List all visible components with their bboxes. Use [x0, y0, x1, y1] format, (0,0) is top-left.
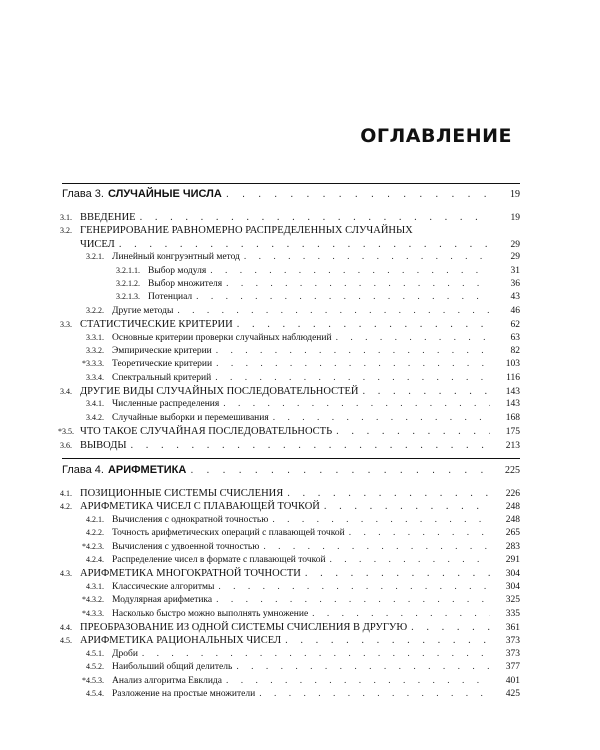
toc-entry-3-2-continued[interactable] [62, 239, 520, 252]
entry-page: 143 [505, 399, 520, 410]
entry-title: Основные критерии проверки случайных наблюдений [112, 332, 332, 343]
entry-number: 4.3.1. [86, 581, 104, 591]
entry-number: *4.3.3. [82, 608, 104, 618]
entry-title: Другие методы [112, 305, 174, 316]
entry-title: Линейный конгруэнтный метод [112, 252, 240, 263]
entry-number: 3.3.4. [86, 372, 104, 382]
toc-entry-3-1[interactable] [62, 212, 520, 225]
leader-dots [215, 373, 490, 383]
toc-entry-4-5[interactable] [62, 635, 520, 648]
toc-entry-3-5[interactable] [58, 426, 520, 439]
leader-dots [324, 501, 490, 512]
toc-entry-3-2[interactable] [62, 225, 520, 238]
leader-dots [142, 649, 490, 659]
leader-dots [119, 239, 490, 250]
entry-number: 3.3. [60, 320, 72, 330]
toc-entry-4-5-2[interactable] [62, 662, 520, 675]
entry-title: ПОЗИЦИОННЫЕ СИСТЕМЫ СЧИСЛЕНИЯ [80, 488, 284, 500]
entry-title: ПРЕОБРАЗОВАНИЕ ИЗ ОДНОЙ СИСТЕМЫ СЧИСЛЕНИЯ В ДРУГУЮ [80, 621, 408, 633]
entry-page: 29 [510, 239, 520, 250]
leader-dots [273, 413, 490, 423]
entry-number: 3.2.1.3. [116, 292, 140, 302]
chapter-4-top-rule [62, 458, 520, 459]
entry-number: 4.5. [60, 636, 72, 646]
entry-page: 31 [510, 265, 520, 276]
entry-page: 226 [505, 489, 520, 500]
chapter-title: АРИФМЕТИКА [107, 464, 187, 477]
toc-entry-3-2-1-1[interactable] [62, 266, 520, 279]
entry-title: АРИФМЕТИКА МНОГОКРАТНОЙ ТОЧНОСТИ [80, 568, 301, 580]
chapter-page: 225 [505, 465, 520, 477]
toc-entry-4-3-3[interactable] [62, 609, 520, 622]
entry-title: СТАТИСТИЧЕСКИЕ КРИТЕРИИ [80, 319, 233, 331]
table-of-contents [58, 188, 520, 702]
leader-dots [285, 635, 490, 646]
entry-number: 4.2.4. [86, 554, 104, 564]
toc-entry-3-6[interactable] [62, 440, 520, 453]
page-title: ОГЛАВЛЕНИЕ [360, 125, 512, 147]
entry-page: 304 [505, 569, 520, 580]
chapter-heading-3[interactable] [62, 188, 520, 206]
entry-title: Наибольший общий делитель [112, 662, 233, 673]
toc-entry-3-2-1[interactable] [62, 252, 520, 265]
entry-number: 4.4. [60, 622, 72, 632]
toc-entry-4-4[interactable] [62, 622, 520, 635]
entry-title: ГЕНЕРИРОВАНИЕ РАВНОМЕРНО РАСПРЕДЕЛЕННЫХ СЛУЧАЙНЫХ [80, 225, 413, 237]
leader-dots [226, 188, 490, 200]
entry-title: Численные распределения [112, 399, 220, 410]
entry-title: ВВЕДЕНИЕ [80, 212, 136, 223]
entry-page: 116 [506, 372, 520, 383]
entry-title: Распределение чисел в формате с плавающей точкой [112, 554, 326, 565]
entry-number: 3.3.1. [86, 332, 104, 342]
entry-title: Дроби [112, 648, 138, 659]
chapter-label: Глава 3. [62, 188, 104, 200]
entry-page: 43 [510, 292, 520, 303]
entry-page: 248 [505, 502, 520, 513]
chapter-title: СЛУЧАЙНЫЕ ЧИСЛА [107, 188, 222, 200]
entry-page: 63 [510, 332, 520, 343]
entry-title: Эмпирические критерии [112, 345, 212, 356]
entry-title: Выбор модуля [148, 265, 207, 276]
toc-entry-4-1[interactable] [62, 488, 520, 501]
entry-title: Теоретические критерии [112, 359, 213, 370]
entry-page: 373 [505, 636, 520, 647]
chapter-label: Глава 4. [62, 464, 104, 477]
entry-title: Точность арифметических операций с плавающей точкой [112, 528, 345, 539]
leader-dots [336, 426, 490, 437]
toc-entry-4-3-2[interactable] [62, 595, 520, 608]
leader-dots [216, 359, 490, 369]
entry-page: 143 [505, 387, 520, 398]
entry-page: 168 [505, 412, 520, 423]
leader-dots [131, 440, 490, 451]
entry-title: ДРУГИЕ ВИДЫ СЛУЧАЙНЫХ ПОСЛЕДОВАТЕЛЬНОСТЕЙ [80, 386, 359, 398]
entry-title: Насколько быстро можно выполнять умножение [112, 608, 309, 619]
entry-page: 425 [505, 688, 520, 699]
entry-number: 4.1. [60, 489, 72, 499]
toc-entry-4-2-3[interactable] [62, 542, 520, 555]
entry-title: Потенциал [148, 292, 193, 303]
entry-page: 265 [505, 528, 520, 539]
entry-page: 103 [505, 359, 520, 370]
entry-number: 3.2. [60, 226, 72, 236]
leader-dots [177, 306, 490, 316]
entry-page: 377 [505, 662, 520, 673]
entry-page: 283 [505, 541, 520, 552]
toc-entry-3-3-3[interactable] [62, 359, 520, 372]
entry-title: Вычисления с удвоенной точностью [112, 541, 260, 552]
entry-number: 4.5.2. [86, 662, 104, 672]
chapter-3-top-rule [62, 183, 520, 184]
entry-page: 29 [510, 252, 520, 263]
leader-dots [336, 333, 490, 343]
toc-entry-3-4-1[interactable] [62, 399, 520, 412]
entry-number: *3.5. [58, 427, 74, 437]
toc-entry-4-2-1[interactable] [62, 515, 520, 528]
leader-dots [236, 662, 490, 672]
entry-number: *4.2.3. [82, 541, 104, 551]
entry-title: Модулярная арифметика [112, 595, 213, 606]
entry-title: Анализ алгоритма Евклида [112, 675, 222, 686]
leader-dots [140, 212, 490, 223]
leader-dots [263, 542, 490, 552]
leader-dots [330, 555, 490, 565]
entry-number: 3.2.2. [86, 305, 104, 315]
entry-page: 335 [505, 608, 520, 619]
entry-page: 62 [510, 320, 520, 331]
entry-page: 361 [505, 622, 520, 633]
entry-number: 3.6. [60, 440, 72, 450]
chapter-heading-4[interactable] [62, 464, 520, 482]
entry-title: ВЫВОДЫ [80, 439, 127, 451]
entry-number: 4.2.1. [86, 514, 104, 524]
entry-page: 373 [505, 648, 520, 659]
leader-dots [363, 386, 491, 397]
toc-entry-3-2-1-3[interactable] [62, 292, 520, 305]
entry-page: 325 [505, 595, 520, 606]
entry-number: 4.3. [60, 569, 72, 579]
leader-dots [190, 464, 490, 476]
chapter-page: 19 [510, 189, 520, 200]
leader-dots [226, 279, 490, 289]
leader-dots [305, 568, 490, 579]
entry-title: Выбор множителя [148, 278, 223, 289]
entry-number: *4.3.2. [82, 595, 104, 605]
entry-title: Разложение на простые множители [112, 688, 256, 699]
entry-number: 3.2.1.1. [116, 265, 140, 275]
leader-dots [272, 515, 490, 525]
entry-number: 3.3.2. [86, 345, 104, 355]
entry-page: 401 [505, 675, 520, 686]
entry-page: 19 [510, 213, 520, 223]
toc-entry-4-5-1[interactable] [62, 649, 520, 662]
entry-number: *4.5.3. [82, 675, 104, 685]
entry-number: 3.1. [60, 213, 72, 222]
entry-number: 4.2.2. [86, 528, 104, 538]
leader-dots [218, 582, 490, 592]
leader-dots [287, 488, 490, 499]
entry-number: 4.5.4. [86, 688, 104, 698]
toc-entry-4-2-4[interactable] [62, 555, 520, 568]
toc-entry-3-3-4[interactable] [62, 373, 520, 386]
leader-dots [349, 528, 490, 538]
entry-page: 248 [505, 514, 520, 525]
entry-title: Классические алгоритмы [112, 581, 215, 592]
entry-number: 3.4.2. [86, 412, 104, 422]
entry-title: ЧТО ТАКОЕ СЛУЧАЙНАЯ ПОСЛЕДОВАТЕЛЬНОСТЬ [80, 426, 333, 438]
toc-entry-4-5-3[interactable] [62, 676, 520, 689]
toc-entry-3-3-2[interactable] [62, 346, 520, 359]
leader-dots [196, 292, 490, 302]
entry-number: 3.4. [60, 387, 72, 397]
entry-number: 4.2. [60, 502, 72, 512]
toc-entry-3-2-1-2[interactable] [62, 279, 520, 292]
toc-entry-3-2-2[interactable] [62, 306, 520, 319]
leader-dots [237, 319, 490, 330]
toc-entry-3-4-2[interactable] [62, 413, 520, 426]
entry-number: 3.2.1.2. [116, 278, 140, 288]
entry-number: 3.4.1. [86, 399, 104, 409]
leader-dots [244, 252, 490, 262]
entry-title: Спектральный критерий [112, 372, 212, 383]
entry-title: АРИФМЕТИКА ЧИСЕЛ С ПЛАВАЮЩЕЙ ТОЧКОЙ [80, 501, 320, 513]
entry-number: 4.5.1. [86, 648, 104, 658]
entry-page: 36 [510, 278, 520, 289]
toc-entry-4-3[interactable] [62, 568, 520, 581]
leader-dots [312, 609, 490, 619]
entry-page: 82 [510, 345, 520, 356]
toc-entry-4-2-2[interactable] [62, 528, 520, 541]
entry-page: 291 [505, 554, 520, 565]
entry-title: Случайные выборки и перемешивания [112, 412, 269, 423]
entry-title: Вычисления с однократной точностью [112, 514, 269, 525]
entry-title-continued: ЧИСЕЛ [80, 238, 115, 250]
entry-page: 46 [510, 305, 520, 316]
entry-number: 3.2.1. [86, 252, 104, 262]
toc-entry-4-3-1[interactable] [62, 582, 520, 595]
toc-entry-4-2[interactable] [62, 501, 520, 514]
entry-page: 213 [505, 440, 520, 451]
leader-dots [259, 689, 490, 699]
leader-dots [210, 266, 490, 276]
entry-number: *3.3.3. [82, 359, 104, 369]
leader-dots [216, 595, 490, 605]
leader-dots [226, 676, 490, 686]
toc-entry-3-4[interactable] [62, 386, 520, 399]
entry-page: 304 [505, 581, 520, 592]
toc-entry-3-3[interactable] [62, 319, 520, 332]
leader-dots [223, 399, 490, 409]
toc-entry-4-5-4[interactable] [62, 689, 520, 702]
entry-title: АРИФМЕТИКА РАЦИОНАЛЬНЫХ ЧИСЕЛ [80, 635, 282, 647]
leader-dots [411, 622, 490, 633]
toc-entry-3-3-1[interactable] [62, 333, 520, 346]
leader-dots [216, 346, 490, 356]
entry-page: 175 [505, 427, 520, 438]
